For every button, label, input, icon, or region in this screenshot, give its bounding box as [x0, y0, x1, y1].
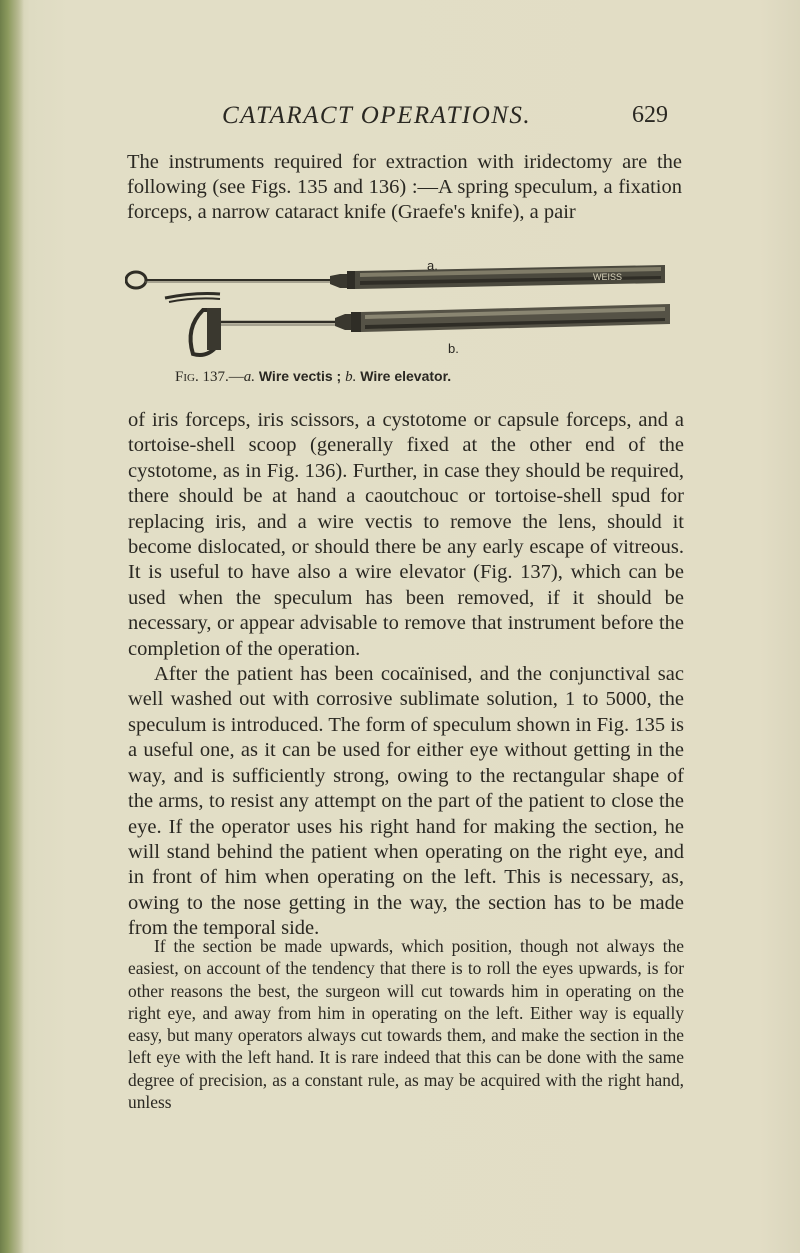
caption-letter-b: b.	[345, 369, 357, 385]
instrument-illustration	[125, 258, 670, 368]
caption-letter-a: a.	[243, 369, 255, 385]
maker-mark: WEISS	[593, 272, 623, 282]
figure-number: Fig. 137.	[175, 369, 229, 385]
body-text	[128, 408, 684, 942]
caption-text-b: Wire elevator.	[356, 368, 452, 384]
wire-vectis-drawing	[126, 265, 665, 289]
continuation-paragraph: of iris forceps, iris scissors, a cystotome or capsule forceps, and a tortoise-shell scoop (generally fixed at the other end of the cystotome, as in Fig. 136). Further, in case they should be required, there should be at hand a caoutchouc or tortoise-shell spud for replacing iris, and a wire vectis to remove the lens, should it become dislocated, or should there be any early escape of vitreous. It is useful to have also a wire elevator (Fig. 137), which can be used when the speculum has been removed, if it should be necessary, or appear advisable to remove that instrument before the completion of the operation.	[128, 409, 684, 660]
page-header	[0, 100, 800, 140]
page-number: 629	[632, 102, 668, 128]
caption-dash: —	[228, 369, 244, 385]
figure-label-b: b.	[448, 341, 459, 356]
figure-label-a: a.	[427, 258, 438, 273]
caption-text-a: Wire vectis ;	[254, 368, 346, 384]
running-head: CATARACT OPERATIONS.	[222, 102, 532, 129]
page-binding-edge	[0, 0, 24, 1253]
procedure-paragraph: After the patient has been cocaïnised, and the conjunctival sac well washed out with corrosive sublimate solution, 1 to 5000, the speculum is introduced. The form of speculum shown in Fig. 135 is a useful one, as it can be used for either eye without getting in the way, and is sufficiently strong, owing to the rectangular shape of the arms, to resist any attempt on the part of the patient to close the eye. If the operator uses his right hand for making the section, he will stand behind the patient when operating on the right eye, and in front of him when operating on the left. This is necessary, as, owing to the nose getting in the way, the section has to be made from the temporal side.	[128, 663, 684, 940]
intro-paragraph: The instruments required for extraction with iridectomy are the following (see Figs. 135 and 136) :—A spring speculum, a fixation forceps, a narrow cataract knife (Graefe's knife), a pair	[127, 151, 682, 223]
wire-elevator-drawing	[165, 294, 670, 356]
figure-caption	[175, 368, 451, 386]
small-print-paragraph: If the section be made upwards, which position, though not always the easiest, on account of the tendency that there is to roll the eyes upwards, is for other reasons the best, the surgeon will cut towards him in operating on the right eye, and away from him in operating on the left. Either way is equally easy, but many operators always cut towards them, and make the section in the left eye with the left hand. It is rare indeed that this can be done with the same degree of precision, as a constant rule, as may be acquired with the right hand, unless	[128, 936, 684, 1113]
